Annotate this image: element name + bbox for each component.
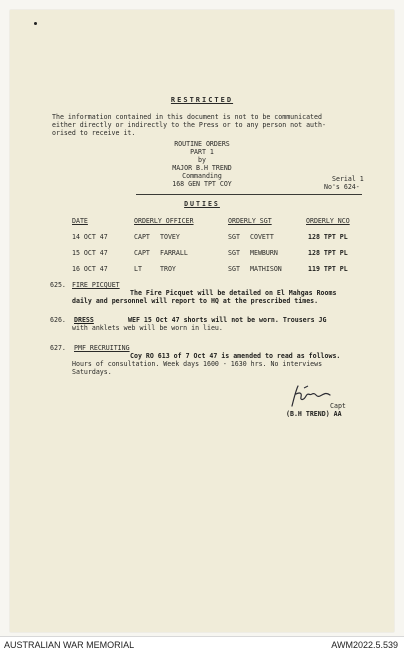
order-627-line-2: Hours of consultation. Week days 1600 - 1630 hrs. No interviews <box>72 360 323 368</box>
document-page <box>10 10 394 632</box>
col-header-orderly-officer: ORDERLY OFFICER <box>134 217 194 225</box>
archive-footer <box>0 636 404 654</box>
signature-rank: Capt <box>330 402 346 410</box>
footer-accession-number: AWM2022.5.539 <box>331 640 398 650</box>
punch-hole-mark <box>34 22 37 25</box>
commander-name: MAJOR B.H TREND <box>172 164 232 172</box>
order-627-line-1: Coy RO 613 of 7 Oct 47 is amended to read as follows. <box>130 352 341 360</box>
row-officer-rank: CAPT <box>134 233 150 241</box>
footer-institution: AUSTRALIAN WAR MEMORIAL <box>4 640 135 650</box>
order-626-line-1: WEF 15 Oct 47 shorts will not be worn. Trousers JG <box>128 316 327 324</box>
row-sgt-rank: SGT <box>228 265 240 273</box>
classification-heading: RESTRICTED <box>170 96 234 104</box>
order-625-line-1: The Fire Picquet will be detailed on El Mahgas Rooms <box>130 289 337 297</box>
row-nco: 119 TPT PL <box>308 265 348 273</box>
row-officer-rank: CAPT <box>134 249 150 257</box>
routine-orders-title: ROUTINE ORDERS <box>174 140 230 148</box>
signature-name: (B.H TREND) AA <box>286 410 342 418</box>
col-header-date: DATE <box>72 217 88 225</box>
col-header-orderly-sgt: ORDERLY SGT <box>228 217 272 225</box>
col-header-orderly-nco: ORDERLY NCO <box>306 217 350 225</box>
serial-number: Serial 1 <box>332 175 364 183</box>
divider-line <box>136 194 362 195</box>
order-title-dress: DRESS <box>74 316 94 324</box>
notice-line-2: either directly or indirectly to the Press or to any person not auth- <box>52 121 326 129</box>
row-officer-rank: LT <box>134 265 142 273</box>
row-sgt-name: MATHISON <box>250 265 282 273</box>
order-number-626: 626. <box>50 316 66 324</box>
row-date: 16 OCT 47 <box>72 265 108 273</box>
order-626-line-2: with anklets web will be worn in lieu. <box>72 324 223 332</box>
row-date: 15 OCT 47 <box>72 249 108 257</box>
row-nco: 128 TPT PL <box>308 233 348 241</box>
row-officer-name: FARRALL <box>160 249 188 257</box>
row-nco: 128 TPT PL <box>308 249 348 257</box>
order-number-627: 627. <box>50 344 66 352</box>
by-line: by <box>198 156 206 164</box>
order-title-pmf-recruiting: PMF RECRUITING <box>74 344 130 352</box>
row-officer-name: TROY <box>160 265 176 273</box>
order-number-625: 625. <box>50 281 66 289</box>
row-sgt-name: MEWBURN <box>250 249 278 257</box>
order-625-line-2: daily and personnel will report to HQ at the prescribed times. <box>72 297 319 305</box>
order-627-line-3: Saturdays. <box>72 368 112 376</box>
duties-heading: DUTIES <box>184 200 220 208</box>
part-line: PART 1 <box>190 148 214 156</box>
row-date: 14 OCT 47 <box>72 233 108 241</box>
order-numbers: No's 624- <box>324 183 360 191</box>
row-sgt-name: COVETT <box>250 233 274 241</box>
unit-name: 168 GEN TPT COY <box>172 180 232 188</box>
commanding-line: Commanding <box>182 172 222 180</box>
row-officer-name: TOVEY <box>160 233 180 241</box>
notice-line-3: orised to receive it. <box>52 129 136 137</box>
row-sgt-rank: SGT <box>228 249 240 257</box>
notice-line-1: The information contained in this document is not to be communicated <box>52 113 322 121</box>
order-title-fire-picquet: FIRE PICQUET <box>72 281 120 289</box>
row-sgt-rank: SGT <box>228 233 240 241</box>
